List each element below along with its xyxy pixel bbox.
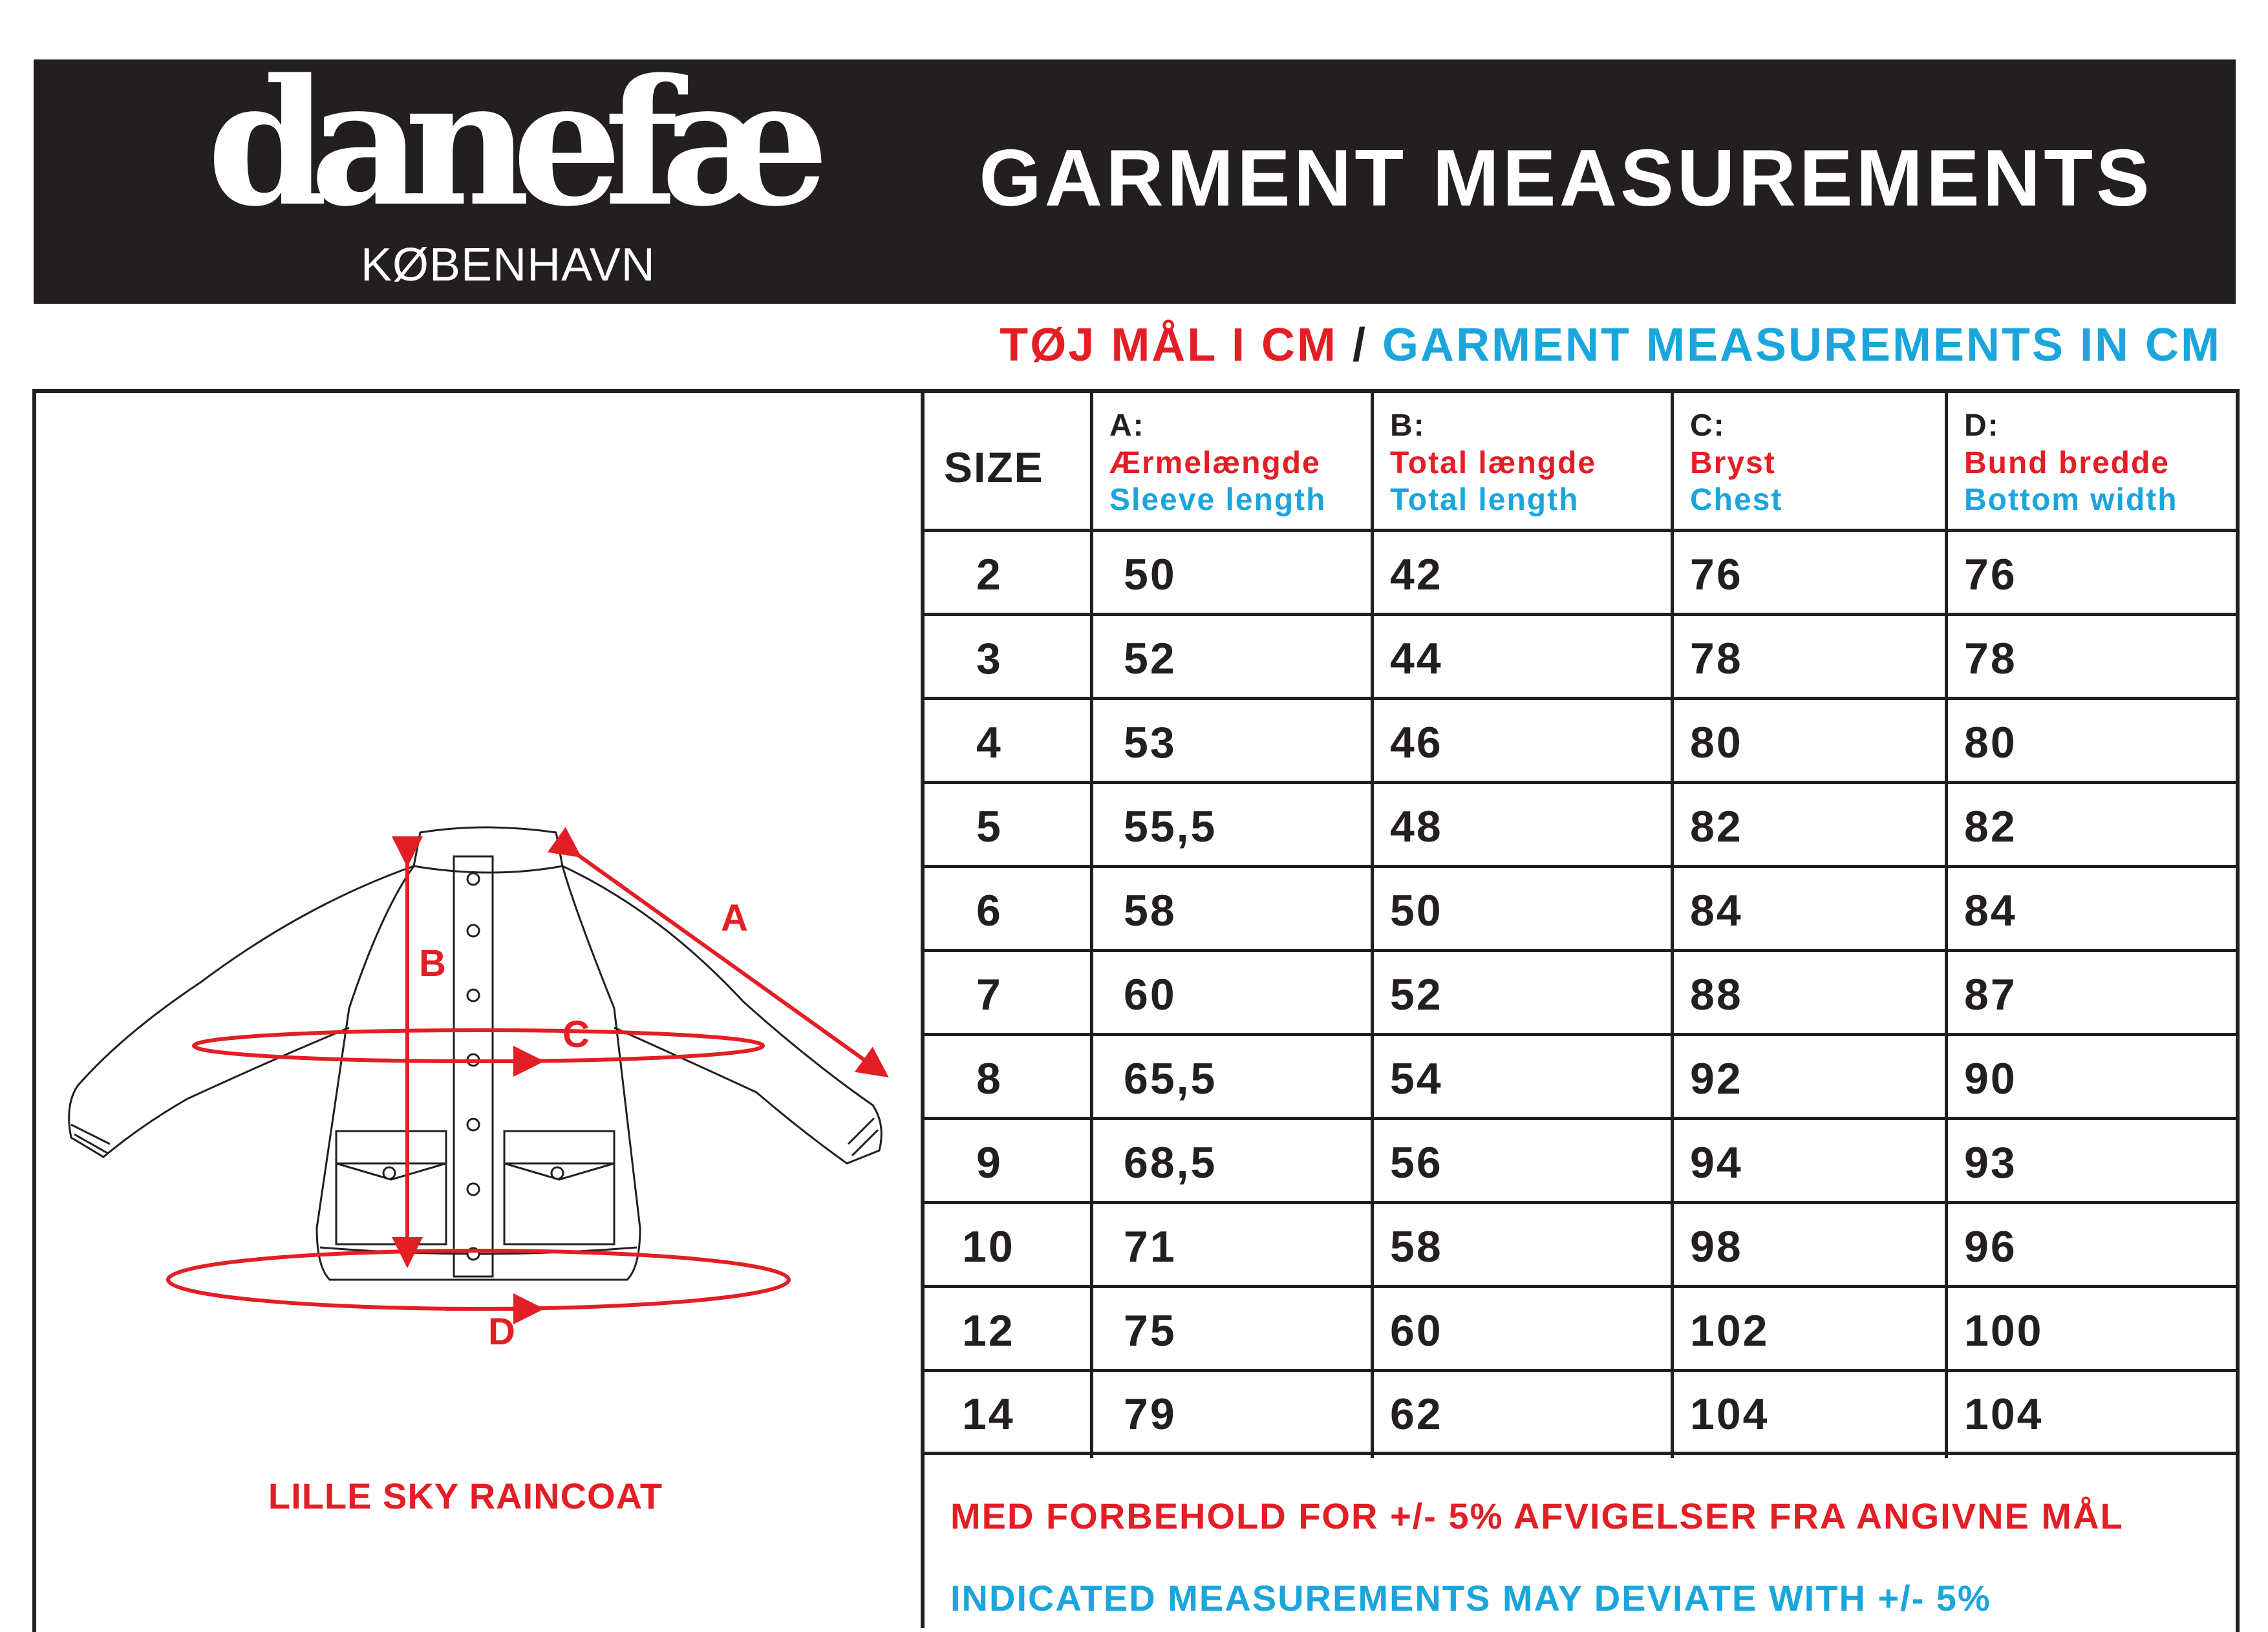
table-cell: 52 xyxy=(1124,634,1177,683)
subtitle-english: GARMENT MEASUREMENTS IN CM xyxy=(1382,319,2221,371)
brand-city: KØBENHAVN xyxy=(361,239,656,291)
table-cell: 82 xyxy=(1964,802,2017,851)
column-header-letter: D: xyxy=(1964,408,2000,443)
subtitle xyxy=(1000,319,2221,371)
table-cell: 56 xyxy=(1390,1138,1443,1187)
table-cell: 42 xyxy=(1390,550,1443,599)
label-c: C xyxy=(562,1013,590,1055)
column-header xyxy=(1964,407,2178,543)
size-cell: 7 xyxy=(976,970,1003,1019)
size-cell: 3 xyxy=(976,634,1003,683)
column-header xyxy=(1690,407,1782,543)
table-cell: 92 xyxy=(1690,1054,1743,1103)
size-cell: 5 xyxy=(976,802,1003,851)
size-cell: 2 xyxy=(976,550,1003,599)
size-cell: 8 xyxy=(976,1054,1003,1103)
table-cell: 71 xyxy=(1124,1222,1177,1271)
size-cell: 10 xyxy=(962,1222,1015,1271)
size-cell: 9 xyxy=(976,1138,1003,1187)
table-cell: 58 xyxy=(1390,1222,1443,1271)
table-cell: 78 xyxy=(1964,634,2017,683)
table-cell: 62 xyxy=(1390,1390,1443,1439)
page-title: GARMENT MEASUREMENTS xyxy=(979,134,2153,223)
table-cell: 44 xyxy=(1390,634,1443,683)
label-b: B xyxy=(419,942,446,984)
subtitle-separator: / xyxy=(1352,319,1367,371)
table-cell: 98 xyxy=(1690,1222,1743,1271)
column-header-english: Bottom width xyxy=(1964,483,2178,518)
column-header xyxy=(1109,407,1326,543)
size-cell: 14 xyxy=(962,1390,1015,1439)
table-cell: 55,5 xyxy=(1124,802,1217,851)
row-divider xyxy=(925,1033,2236,1036)
row-divider xyxy=(925,949,2236,952)
table-cell: 52 xyxy=(1390,970,1443,1019)
row-divider xyxy=(925,865,2236,868)
table-cell: 93 xyxy=(1964,1138,2017,1187)
header-bar xyxy=(34,41,2236,304)
table-cell: 50 xyxy=(1390,886,1443,935)
table-cell: 79 xyxy=(1124,1390,1177,1439)
column-header-english: Chest xyxy=(1690,483,1783,518)
row-divider xyxy=(925,1369,2236,1372)
measurement-table xyxy=(925,393,2236,1458)
column-divider xyxy=(1090,393,1093,1458)
column-header-letter: C: xyxy=(1690,408,1726,443)
row-divider xyxy=(925,613,2236,616)
row-divider xyxy=(925,529,2236,532)
size-cell: 12 xyxy=(962,1306,1015,1355)
note-english: INDICATED MEASUREMENTS MAY DEVIATE WITH +/- 5% xyxy=(950,1578,1991,1618)
column-divider xyxy=(1945,393,1948,1458)
jacket-diagram xyxy=(58,814,918,1344)
product-name: LILLE SKY RAINCOAT xyxy=(268,1476,663,1516)
table-cell: 82 xyxy=(1690,802,1743,851)
label-d: D xyxy=(488,1311,515,1344)
brand-logo xyxy=(207,41,828,292)
table-cell: 76 xyxy=(1690,550,1743,599)
table-cell: 102 xyxy=(1690,1306,1770,1355)
table-cell: 68,5 xyxy=(1124,1138,1217,1187)
size-cell: 4 xyxy=(976,718,1003,767)
row-divider xyxy=(925,781,2236,784)
table-cell: 84 xyxy=(1964,886,2017,935)
note-danish: MED FORBEHOLD FOR +/- 5% AFVIGELSER FRA ANGIVNE MÅL xyxy=(950,1496,2124,1536)
table-cell: 75 xyxy=(1124,1306,1177,1355)
button-dots xyxy=(383,873,563,1260)
row-divider xyxy=(925,1285,2236,1288)
table-cell: 78 xyxy=(1690,634,1743,683)
table-cell: 94 xyxy=(1690,1138,1743,1187)
table-cell: 100 xyxy=(1964,1306,2044,1355)
table-cell: 54 xyxy=(1390,1054,1443,1103)
table-cell: 76 xyxy=(1964,550,2017,599)
table-cell: 80 xyxy=(1690,718,1743,767)
column-divider xyxy=(1371,393,1374,1458)
table-cell: 48 xyxy=(1390,802,1443,851)
table-cell: 90 xyxy=(1964,1054,2017,1103)
column-header xyxy=(1390,407,1596,543)
size-header: SIZE xyxy=(944,443,1044,491)
column-header-danish: Total længde xyxy=(1390,445,1597,480)
column-header-english: Sleeve length xyxy=(1109,483,1327,518)
row-divider xyxy=(925,1117,2236,1120)
column-divider xyxy=(1671,393,1674,1458)
table-cell: 65,5 xyxy=(1124,1054,1217,1103)
size-cell: 6 xyxy=(976,886,1003,935)
table-cell: 88 xyxy=(1690,970,1743,1019)
row-divider xyxy=(925,1201,2236,1204)
table-cell: 104 xyxy=(1964,1390,2044,1439)
table-cell: 80 xyxy=(1964,718,2017,767)
table-cell: 84 xyxy=(1690,886,1743,935)
column-header-danish: Bund bredde xyxy=(1964,445,2170,480)
column-header-english: Total length xyxy=(1390,483,1579,518)
brand-wordmark: danefæ xyxy=(207,41,812,245)
table-cell: 50 xyxy=(1124,550,1177,599)
table-cell: 53 xyxy=(1124,718,1177,767)
row-divider xyxy=(925,1452,2236,1455)
table-cell: 60 xyxy=(1124,970,1177,1019)
table-cell: 87 xyxy=(1964,970,2017,1019)
table-cell: 96 xyxy=(1964,1222,2017,1271)
table-cell: 104 xyxy=(1690,1390,1770,1439)
table-cell: 46 xyxy=(1390,718,1443,767)
label-a: A xyxy=(721,897,748,939)
subtitle-danish: TØJ MÅL I CM xyxy=(1000,319,1338,371)
table-cell: 60 xyxy=(1390,1306,1443,1355)
column-header-danish: Bryst xyxy=(1690,445,1776,480)
table-cell: 58 xyxy=(1124,886,1177,935)
row-divider xyxy=(925,697,2236,700)
column-header-letter: A: xyxy=(1109,408,1145,443)
measure-lines xyxy=(168,853,883,1309)
column-header-letter: B: xyxy=(1390,408,1426,443)
column-header-danish: Ærmelængde xyxy=(1109,445,1321,480)
